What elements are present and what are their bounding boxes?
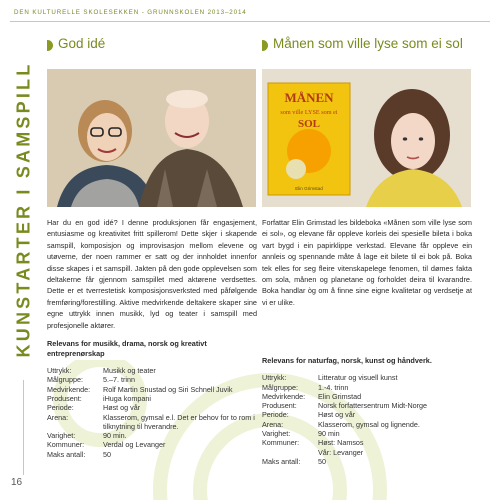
fact-value: Verdal og Levanger bbox=[103, 440, 166, 450]
fact-value: 1.-4. trinn bbox=[318, 382, 349, 392]
fact-key: Arena: bbox=[262, 419, 284, 429]
heading-marker-icon bbox=[47, 40, 53, 51]
fact-value: Musikk og teater bbox=[103, 366, 156, 376]
fact-row bbox=[262, 448, 472, 457]
fact-key: Varighet: bbox=[262, 429, 291, 439]
fact-key: Uttrykk: bbox=[47, 366, 72, 376]
fact-value: 50 bbox=[318, 456, 326, 466]
article-title: God idé bbox=[58, 36, 106, 51]
fact-row bbox=[262, 410, 472, 419]
fact-key: Målgruppe: bbox=[47, 375, 83, 385]
fact-value: Vår: Levanger bbox=[318, 447, 364, 457]
fact-key: Målgruppe: bbox=[262, 382, 298, 392]
heading-marker-icon bbox=[262, 40, 268, 51]
performers-photo bbox=[47, 69, 256, 207]
book-title-line3: SOL bbox=[297, 118, 321, 130]
relevance-text: Relevans for naturfag, norsk, kunst og håndverk. bbox=[262, 356, 432, 366]
running-header: DEN KULTURELLE SKOLESEKKEN - GRUNNSKOLEN 2013–2014 bbox=[14, 9, 247, 16]
fact-value: iHuga kompani bbox=[103, 393, 151, 403]
fact-value: Litteratur og visuell kunst bbox=[318, 373, 398, 383]
author-photo-illustration bbox=[262, 69, 471, 207]
article-manen bbox=[262, 36, 472, 466]
fact-value: Klasserom, gymsal e.l. Det er behov for to rom i tilknytning til hverandre. bbox=[103, 412, 255, 431]
fact-key: Periode: bbox=[262, 410, 289, 420]
fact-key: Maks antall: bbox=[262, 456, 301, 466]
book-title-line1: MÅNEN bbox=[284, 90, 334, 105]
facts-table bbox=[47, 366, 257, 459]
fact-row bbox=[47, 366, 257, 375]
fact-value: 5.–7. trinn bbox=[103, 375, 135, 385]
fact-value: Rolf Martin Snustad og Siri Schnell Juvik bbox=[103, 384, 233, 394]
relevance-text: Relevans for musikk, drama, norsk og kreativt entreprenørskap bbox=[47, 339, 207, 359]
fact-row bbox=[47, 431, 257, 440]
fact-value: 90 min bbox=[318, 429, 340, 439]
fact-row bbox=[262, 457, 472, 466]
fact-row bbox=[47, 394, 257, 403]
side-divider bbox=[23, 380, 24, 475]
fact-row bbox=[262, 401, 472, 410]
fact-row bbox=[262, 373, 472, 382]
fact-value: Elin Grimstad bbox=[318, 391, 362, 401]
fact-row bbox=[262, 438, 472, 447]
article-heading bbox=[262, 36, 472, 66]
fact-row bbox=[262, 383, 472, 392]
fact-row bbox=[47, 375, 257, 384]
fact-key: Kommuner: bbox=[47, 440, 85, 450]
article-body: Har du en god idé? I denne produksjonen får engasjement, entusiasme og kreativitet fritt spillerom! Dette skjer i skapende samspill, komposisjon og improvisasjon mellom elevene og utøverne, der noen rammer er satt og der innholdet innenfor disse skapes i et samspill. Jakten på den gode opplevelsen som deltakerne får gjennom samspillet med aktørene verdsettes. Dette er et tverrestetisk komposisjonsverksted med påfølgende fremføring/forestilling. Aktive medvirkende deltakere skaper sine egne uttrykk innen musikk, lyd og teater i samspill med profesjonelle aktører. bbox=[47, 218, 257, 330]
fact-row bbox=[262, 420, 472, 429]
side-title bbox=[8, 61, 40, 357]
fact-row bbox=[262, 429, 472, 438]
fact-key: Varighet: bbox=[47, 431, 76, 441]
fact-value: 90 min. bbox=[103, 431, 127, 441]
fact-value: Høst og vår bbox=[103, 403, 141, 413]
fact-key: Produsent: bbox=[47, 393, 82, 403]
book-title-line2: som ville LYSE som ei bbox=[280, 109, 338, 116]
article-body: Forfattar Elin Grimstad les bildeboka «Månen som ville lyse som ei sol», og elevane får oppleve korleis dei spesielle bileta i boka vart bygd i ein papirklippe verkstad. Elevane får oppleve ein annleis og spennande måte å lage eit bilete til ei bok på. Boka tek elles for seg fleire vitenskapelege fenomen, til dømes fakta om sola, månen og planetane og forholdet deira til kvarandre. Boka handlar òg om å finne sine eigne kvalitetar og verdsetje at vi er ulike. bbox=[262, 218, 472, 307]
article-heading bbox=[47, 36, 257, 66]
fact-key: Arena: bbox=[47, 412, 69, 422]
fact-key bbox=[262, 448, 318, 457]
fact-row bbox=[47, 440, 257, 449]
side-title-text: KUNSTARTER I SAMSPILL bbox=[13, 61, 34, 357]
article-title: Månen som ville lyse som ei sol bbox=[273, 36, 463, 51]
author-photo bbox=[262, 69, 471, 207]
header-rule bbox=[10, 21, 490, 22]
fact-row bbox=[47, 403, 257, 412]
fact-key: Periode: bbox=[47, 403, 74, 413]
book-author: Elin Grimstad bbox=[295, 186, 323, 191]
fact-row bbox=[262, 392, 472, 401]
fact-row bbox=[47, 413, 257, 432]
fact-key: Produsent: bbox=[262, 401, 297, 411]
fact-key: Medvirkende: bbox=[47, 384, 91, 394]
fact-key: Maks antall: bbox=[47, 449, 86, 459]
performers-photo-illustration bbox=[47, 69, 256, 207]
fact-row bbox=[47, 450, 257, 459]
fact-value: Høst og vår bbox=[318, 410, 356, 420]
fact-value: Klasserom, gymsal og lignende. bbox=[318, 419, 420, 429]
fact-key: Kommuner: bbox=[262, 438, 300, 448]
fact-value: Høst: Namsos bbox=[318, 438, 364, 448]
page-number: 16 bbox=[11, 477, 23, 488]
facts-table bbox=[262, 373, 472, 466]
fact-key: Uttrykk: bbox=[262, 373, 287, 383]
fact-value: 50 bbox=[103, 449, 111, 459]
fact-value: Norsk forfattersentrum Midt-Norge bbox=[318, 401, 428, 411]
fact-row bbox=[47, 385, 257, 394]
article-god-ide bbox=[47, 36, 257, 459]
fact-key: Medvirkende: bbox=[262, 391, 306, 401]
